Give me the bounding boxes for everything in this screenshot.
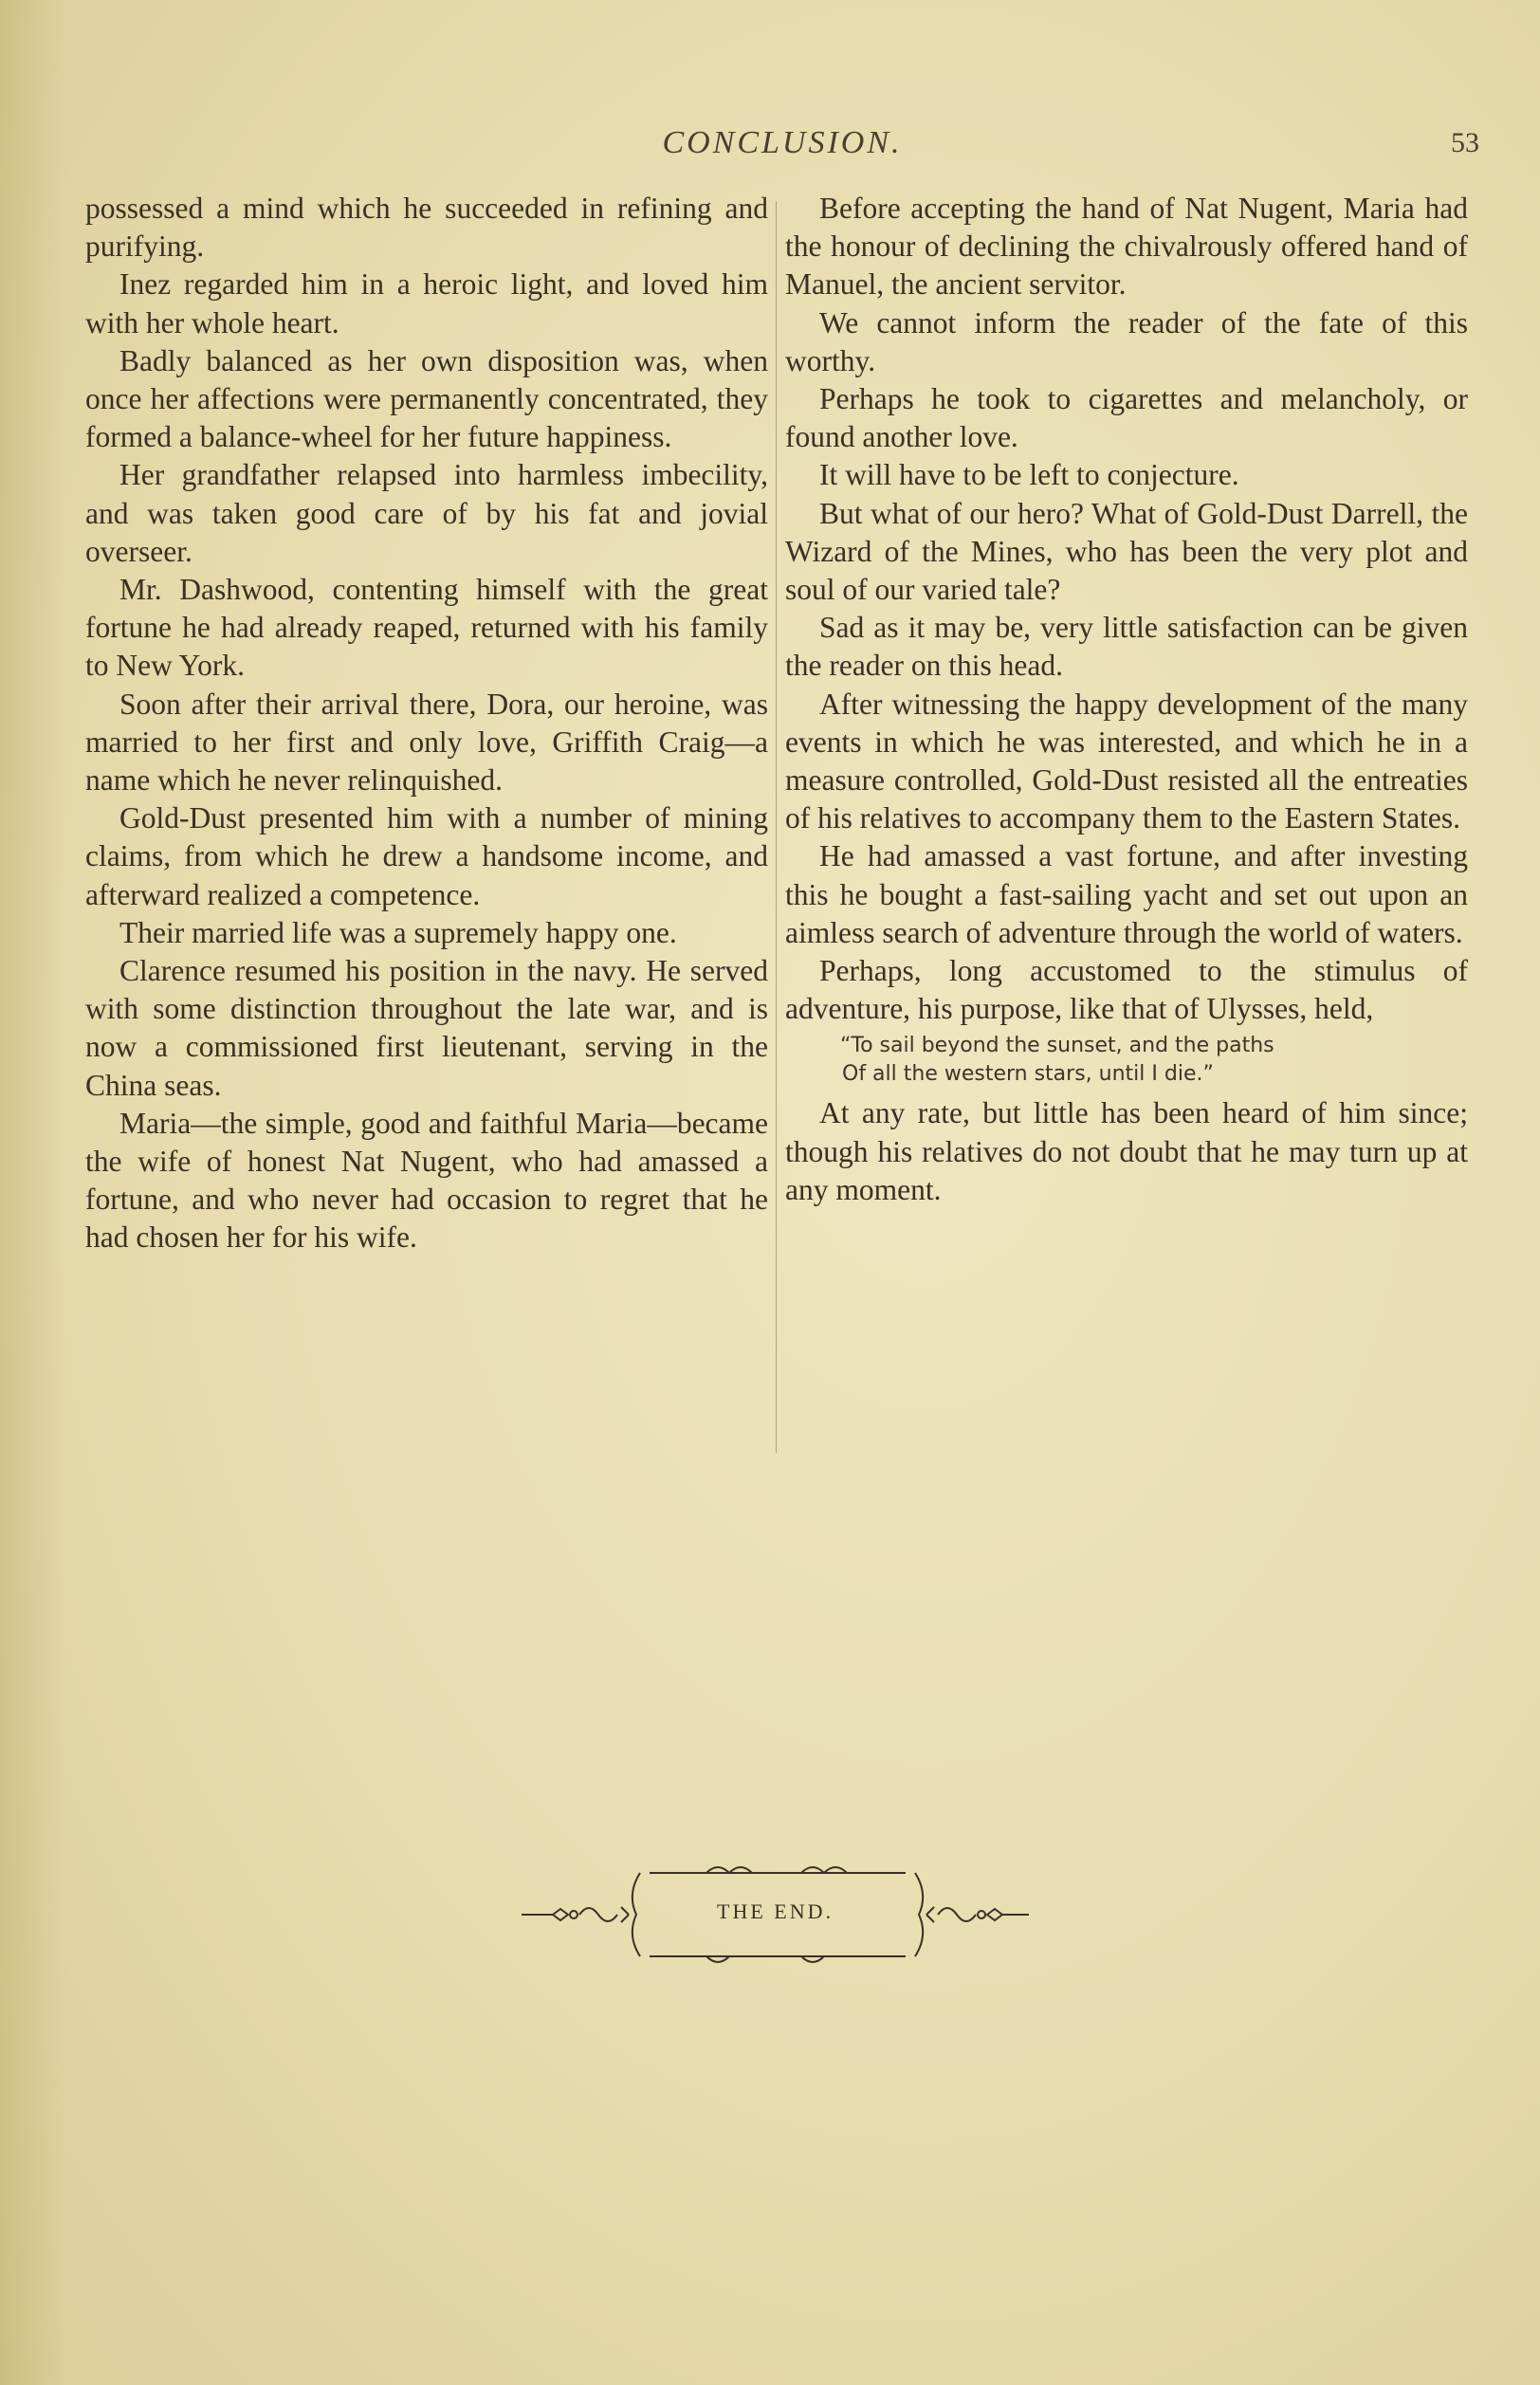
paragraph: Perhaps he took to cigarettes and melancholy, or found another love. (785, 382, 1468, 454)
paragraph: Maria—the simple, good and faithful Maria—became the wife of honest Nat Nugent, who had amassed a fortune, and who never had occasion to regret that he had chosen her for his wife. (85, 1106, 768, 1255)
right-column (785, 190, 1468, 1209)
paragraph: Clarence resumed his position in the navy. He served with some distinction throughout the late war, and is now a commissioned first lieutenant, serving in the China seas. (85, 954, 768, 1102)
left-column (85, 190, 768, 1257)
paragraph: Before accepting the hand of Nat Nugent, Maria had the honour of declining the chivalrously offered hand of Manuel, the ancient servitor. (785, 192, 1468, 302)
paragraph: After witnessing the happy development of the many events in which he was interested, and which he in a measure controlled, Gold-Dust resisted all the entreaties of his relatives to accompany them to the Eastern States. (785, 687, 1468, 835)
paragraph: Soon after their arrival there, Dora, our heroine, was married to her first and only love, Griffith Craig—a name which he never relinquished. (85, 687, 768, 798)
paragraph: Sad as it may be, very little satisfaction can be given the reader on this head. (785, 611, 1468, 683)
page-number: 53 (1451, 127, 1479, 158)
the-end-ornament (517, 1854, 1034, 1977)
paragraph: Perhaps, long accustomed to the stimulus of adventure, his purpose, like that of Ulysses, held, (785, 954, 1468, 1026)
paragraph: We cannot inform the reader of the fate of this worthy. (785, 305, 1468, 377)
paragraph: Mr. Dashwood, contenting himself with the great fortune he had already reaped, returned with his family to New York. (85, 573, 768, 683)
verse-quote (785, 1032, 1468, 1089)
paragraph: It will have to be left to conjecture. (819, 458, 1239, 492)
paragraph: He had amassed a vast fortune, and after investing this he bought a fast-sailing yacht and set out upon an aimless search of adventure through the world of waters. (785, 839, 1468, 949)
paragraph: Their married life was a supremely happy one. (119, 915, 677, 949)
the-end-label: THE END. (717, 1899, 834, 1923)
column-divider (776, 201, 777, 1453)
paragraph: Her grandfather relapsed into harmless imbecility, and was taken good care of by his fat and jovial overseer. (85, 458, 768, 568)
paragraph: At any rate, but little has been heard of him since; though his relatives do not doubt that he may turn up at any moment. (785, 1096, 1468, 1206)
verse-line: “To sail beyond the sunset, and the paths (840, 1034, 1274, 1058)
paragraph: Inez regarded him in a heroic light, and loved him with her whole heart. (85, 267, 768, 339)
page-edge-stain (0, 0, 66, 2385)
paragraph: Badly balanced as her own disposition was, when once her affections were permanently concentrated, they formed a balance-wheel for her future happiness. (85, 343, 768, 454)
paragraph: Gold-Dust presented him with a number of mining claims, from which he drew a handsome income, and afterward realized a competence. (85, 801, 768, 911)
text-columns (85, 190, 1479, 1460)
paragraph: But what of our hero? What of Gold-Dust Darrell, the Wizard of the Mines, who has been the very plot and soul of our varied tale? (785, 496, 1468, 607)
running-head: CONCLUSION. (662, 125, 903, 160)
paragraph: possessed a mind which he succeeded in refining and purifying. (85, 192, 768, 264)
page-header (85, 125, 1479, 173)
verse-line: Of all the western stars, until I die.” (842, 1062, 1214, 1087)
